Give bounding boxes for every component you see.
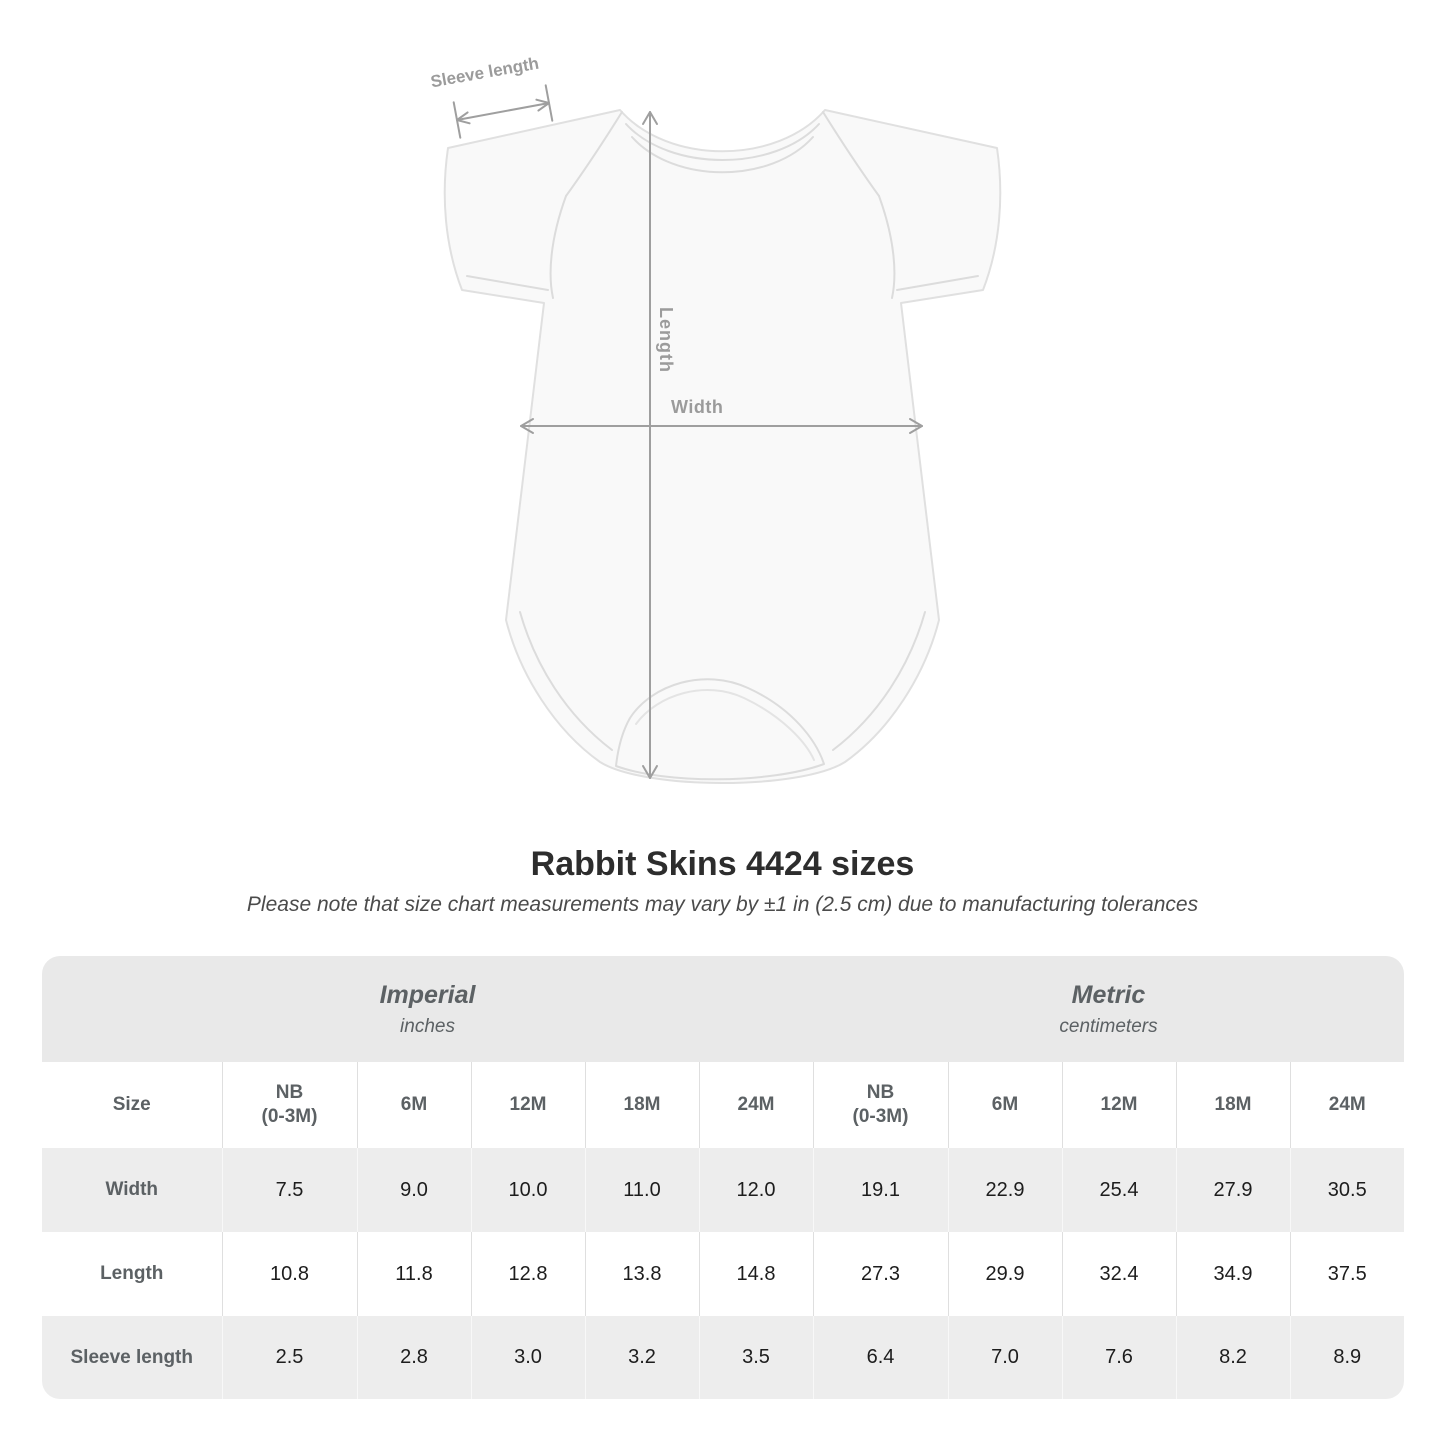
size-header-row bbox=[42, 1062, 1404, 1148]
value-cell: 3.0 bbox=[471, 1316, 585, 1399]
width-row bbox=[42, 1148, 1404, 1232]
metric-label: Metric bbox=[1071, 980, 1146, 1009]
value-cell: 10.0 bbox=[471, 1148, 585, 1232]
value-cell: 13.8 bbox=[585, 1232, 699, 1316]
value-cell: 12.0 bbox=[699, 1148, 813, 1232]
row-label-width: Width bbox=[105, 1179, 159, 1200]
imperial-unit-header bbox=[42, 956, 813, 1062]
value-cell: 2.8 bbox=[357, 1316, 471, 1399]
value-cell: 7.0 bbox=[948, 1316, 1062, 1399]
value-cell: 25.4 bbox=[1062, 1148, 1176, 1232]
col-header-12m-imperial: 12M bbox=[471, 1062, 585, 1148]
value-cell: 34.9 bbox=[1176, 1232, 1290, 1316]
col-header-nb-metric: NB (0-3M) bbox=[813, 1062, 948, 1148]
page-title: Rabbit Skins 4424 sizes bbox=[530, 845, 915, 883]
imperial-sublabel: inches bbox=[400, 1015, 455, 1037]
length-annotation: Length bbox=[656, 307, 676, 373]
row-label-sleeve-length: Sleeve length bbox=[70, 1346, 193, 1368]
col-header-18m-imperial: 18M bbox=[585, 1062, 699, 1148]
imperial-label: Imperial bbox=[379, 980, 476, 1009]
metric-unit-header bbox=[813, 956, 1404, 1062]
value-cell: 27.3 bbox=[813, 1232, 948, 1316]
value-cell: 3.2 bbox=[585, 1316, 699, 1399]
value-cell: 3.5 bbox=[699, 1316, 813, 1399]
size-grid bbox=[42, 1062, 1404, 1399]
size-corner-cell: Size bbox=[112, 1094, 151, 1115]
width-annotation: Width bbox=[671, 397, 724, 417]
value-cell: 7.6 bbox=[1062, 1316, 1176, 1399]
value-cell: 37.5 bbox=[1290, 1232, 1404, 1316]
value-cell: 12.8 bbox=[471, 1232, 585, 1316]
row-label-length: Length bbox=[100, 1263, 164, 1284]
value-cell: 2.5 bbox=[222, 1316, 357, 1399]
sleeve-length-row bbox=[42, 1316, 1404, 1399]
value-cell: 11.8 bbox=[357, 1232, 471, 1316]
value-cell: 6.4 bbox=[813, 1316, 948, 1399]
value-cell: 32.4 bbox=[1062, 1232, 1176, 1316]
value-cell: 8.9 bbox=[1290, 1316, 1404, 1399]
value-cell: 14.8 bbox=[699, 1232, 813, 1316]
value-cell: 29.9 bbox=[948, 1232, 1062, 1316]
col-header-nb-imperial: NB (0-3M) bbox=[222, 1062, 357, 1148]
size-table bbox=[42, 956, 1404, 1399]
col-header-6m-metric: 6M bbox=[948, 1062, 1062, 1148]
col-header-18m-metric: 18M bbox=[1176, 1062, 1290, 1148]
tolerance-note: Please note that size chart measurements may vary by ±1 in (2.5 cm) due to manufacturing tolerances bbox=[246, 893, 1199, 916]
value-cell: 27.9 bbox=[1176, 1148, 1290, 1232]
metric-sublabel: centimeters bbox=[1059, 1015, 1158, 1037]
length-row bbox=[42, 1232, 1404, 1316]
value-cell: 7.5 bbox=[222, 1148, 357, 1232]
col-header-6m-imperial: 6M bbox=[357, 1062, 471, 1148]
value-cell: 22.9 bbox=[948, 1148, 1062, 1232]
col-header-12m-metric: 12M bbox=[1062, 1062, 1176, 1148]
col-header-24m-imperial: 24M bbox=[699, 1062, 813, 1148]
value-cell: 19.1 bbox=[813, 1148, 948, 1232]
value-cell: 11.0 bbox=[585, 1148, 699, 1232]
unit-band bbox=[42, 956, 1404, 1062]
value-cell: 9.0 bbox=[357, 1148, 471, 1232]
col-header-24m-metric: 24M bbox=[1290, 1062, 1404, 1148]
value-cell: 8.2 bbox=[1176, 1316, 1290, 1399]
value-cell: 10.8 bbox=[222, 1232, 357, 1316]
value-cell: 30.5 bbox=[1290, 1148, 1404, 1232]
sleeve-length-annotation: Sleeve length bbox=[429, 53, 541, 92]
